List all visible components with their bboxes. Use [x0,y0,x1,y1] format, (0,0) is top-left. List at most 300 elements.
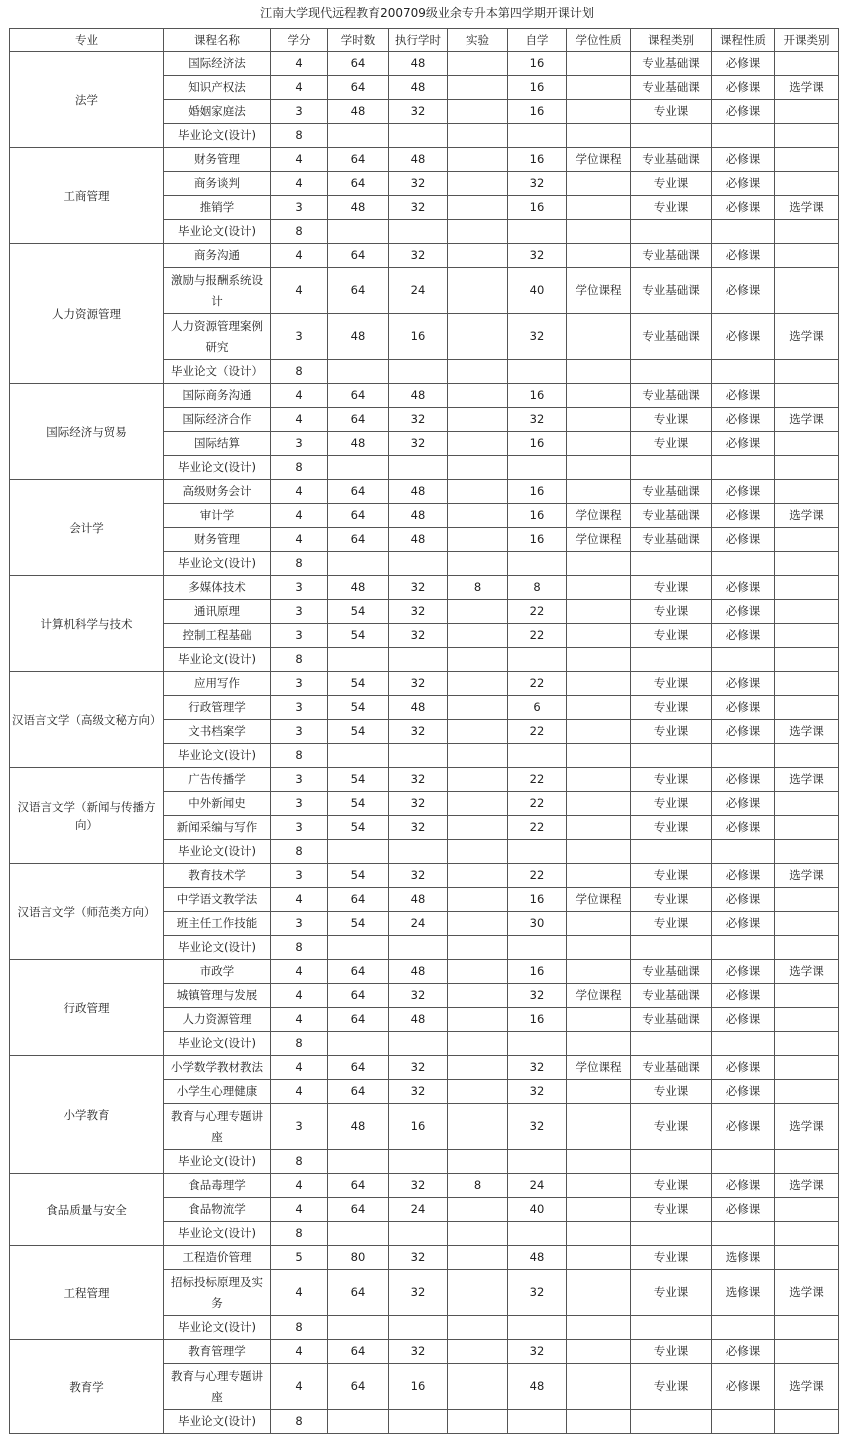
table-cell: 必修课 [712,1198,775,1222]
table-cell: 专业课 [631,576,712,600]
table-cell: 64 [328,528,389,552]
table-cell [508,456,567,480]
course-name-cell: 教育管理学 [164,1340,271,1364]
table-cell: 专业基础课 [631,244,712,268]
course-name-cell: 国际结算 [164,432,271,456]
table-row [10,384,839,408]
table-cell: 22 [508,720,567,744]
table-cell [567,768,631,792]
table-cell: 必修课 [712,672,775,696]
major-cell: 计算机科学与技术 [10,576,164,672]
course-name-cell: 婚姻家庭法 [164,100,271,124]
table-cell: 必修课 [712,1104,775,1150]
table-cell [328,1316,389,1340]
course-name-cell: 多媒体技术 [164,576,271,600]
table-cell: 专业课 [631,172,712,196]
column-header: 课程类别 [631,29,712,52]
table-cell [712,648,775,672]
table-cell: 4 [271,888,328,912]
course-name-cell: 国际经济合作 [164,408,271,432]
table-cell [712,1410,775,1434]
table-cell [567,76,631,100]
table-cell [567,1174,631,1198]
table-cell [775,1080,839,1104]
table-cell: 4 [271,528,328,552]
table-cell: 4 [271,244,328,268]
table-cell [508,936,567,960]
table-cell: 4 [271,1270,328,1316]
table-cell: 8 [271,360,328,384]
table-cell: 必修课 [712,888,775,912]
table-cell: 40 [508,268,567,314]
table-cell: 4 [271,1056,328,1080]
table-cell: 16 [508,504,567,528]
table-cell [567,100,631,124]
table-cell: 64 [328,244,389,268]
table-cell [567,720,631,744]
course-name-cell: 招标投标原理及实务 [164,1270,271,1316]
table-cell: 16 [508,960,567,984]
table-cell [631,1222,712,1246]
table-cell [775,672,839,696]
table-cell [712,360,775,384]
table-cell [775,1246,839,1270]
table-cell: 必修课 [712,268,775,314]
table-cell [448,816,508,840]
table-cell [775,244,839,268]
table-cell: 专业课 [631,1270,712,1316]
column-header: 自学 [508,29,567,52]
table-cell [389,220,448,244]
table-cell: 专业课 [631,1174,712,1198]
table-cell: 专业基础课 [631,1008,712,1032]
table-cell [448,696,508,720]
major-cell: 汉语言文学（新闻与传播方向） [10,768,164,864]
table-cell [567,1080,631,1104]
table-cell [508,1316,567,1340]
table-cell [775,600,839,624]
table-cell: 8 [271,744,328,768]
table-cell [567,480,631,504]
table-cell: 专业基础课 [631,268,712,314]
table-cell [567,1198,631,1222]
table-cell [775,1198,839,1222]
table-cell [775,268,839,314]
table-cell: 32 [389,984,448,1008]
table-cell: 4 [271,384,328,408]
table-cell [775,1316,839,1340]
table-cell [448,672,508,696]
table-cell: 选学课 [775,1364,839,1410]
table-row [10,1246,839,1270]
table-cell: 22 [508,768,567,792]
table-row [10,672,839,696]
table-cell: 22 [508,792,567,816]
table-cell: 专业基础课 [631,528,712,552]
table-cell [775,552,839,576]
table-cell: 必修课 [712,792,775,816]
table-cell [448,1198,508,1222]
course-name-cell: 推销学 [164,196,271,220]
table-cell: 6 [508,696,567,720]
table-cell: 必修课 [712,1008,775,1032]
table-cell: 8 [271,1150,328,1174]
table-cell: 选学课 [775,1174,839,1198]
table-cell: 64 [328,384,389,408]
course-name-cell: 国际商务沟通 [164,384,271,408]
table-cell [712,220,775,244]
major-cell: 工程管理 [10,1246,164,1340]
table-cell: 专业课 [631,1198,712,1222]
table-cell [448,1150,508,1174]
table-cell [448,768,508,792]
table-cell: 54 [328,672,389,696]
table-cell [448,408,508,432]
table-cell [328,1410,389,1434]
table-cell [508,1410,567,1434]
table-cell [567,172,631,196]
table-cell: 必修课 [712,576,775,600]
table-cell: 专业课 [631,864,712,888]
table-row [10,864,839,888]
table-cell [567,124,631,148]
table-cell [567,1340,631,1364]
table-cell [448,720,508,744]
major-cell: 教育学 [10,1340,164,1434]
course-name-cell: 广告传播学 [164,768,271,792]
table-cell: 学位课程 [567,1056,631,1080]
table-cell [631,936,712,960]
table-cell: 8 [271,840,328,864]
table-cell: 必修课 [712,172,775,196]
column-header: 课程名称 [164,29,271,52]
table-cell [631,456,712,480]
table-cell: 64 [328,172,389,196]
table-cell: 64 [328,268,389,314]
column-header: 专业 [10,29,164,52]
table-cell [448,864,508,888]
table-cell: 4 [271,984,328,1008]
table-cell: 32 [389,816,448,840]
table-cell: 必修课 [712,864,775,888]
table-cell: 48 [389,696,448,720]
course-name-cell: 行政管理学 [164,696,271,720]
table-cell: 8 [271,1316,328,1340]
table-cell [567,456,631,480]
table-cell [775,1222,839,1246]
table-cell [448,984,508,1008]
table-cell: 必修课 [712,816,775,840]
table-cell: 64 [328,148,389,172]
course-name-cell: 国际经济法 [164,52,271,76]
table-cell: 48 [328,576,389,600]
table-cell: 必修课 [712,432,775,456]
table-cell: 54 [328,624,389,648]
table-cell: 48 [328,1104,389,1150]
table-cell: 32 [389,864,448,888]
table-cell [508,552,567,576]
table-cell: 4 [271,1008,328,1032]
course-name-cell: 毕业论文(设计) [164,124,271,148]
column-header: 学时数 [328,29,389,52]
course-name-cell: 教育技术学 [164,864,271,888]
table-cell [631,1410,712,1434]
table-cell: 必修课 [712,1080,775,1104]
table-cell: 22 [508,600,567,624]
table-cell: 3 [271,816,328,840]
table-row [10,52,839,76]
course-name-cell: 毕业论文（设计） [164,360,271,384]
table-cell: 选学课 [775,1270,839,1316]
course-name-cell: 新闻采编与写作 [164,816,271,840]
table-cell [567,1316,631,1340]
table-cell: 4 [271,1340,328,1364]
table-cell: 专业基础课 [631,384,712,408]
table-cell [389,124,448,148]
course-name-cell: 教育与心理专题讲座 [164,1104,271,1150]
table-cell: 选学课 [775,960,839,984]
course-schedule-table [9,28,839,1434]
table-cell [775,100,839,124]
table-cell: 4 [271,1364,328,1410]
table-cell [567,960,631,984]
course-name-cell: 控制工程基础 [164,624,271,648]
table-cell [328,936,389,960]
table-cell [567,624,631,648]
table-cell [775,744,839,768]
table-cell [448,1364,508,1410]
table-cell [567,792,631,816]
table-cell: 学位课程 [567,148,631,172]
table-cell: 8 [271,456,328,480]
table-cell: 必修课 [712,696,775,720]
table-cell [712,1222,775,1246]
table-cell [631,1316,712,1340]
table-cell [328,1222,389,1246]
table-cell: 32 [389,1080,448,1104]
course-name-cell: 班主任工作技能 [164,912,271,936]
table-cell: 32 [389,196,448,220]
table-cell: 32 [389,672,448,696]
table-cell: 8 [271,124,328,148]
table-cell [448,1080,508,1104]
table-cell: 必修课 [712,314,775,360]
table-cell: 必修课 [712,768,775,792]
course-name-cell: 中学语文教学法 [164,888,271,912]
table-cell [567,1104,631,1150]
course-name-cell: 通讯原理 [164,600,271,624]
table-cell [712,552,775,576]
table-cell [448,220,508,244]
table-cell [389,648,448,672]
table-cell [389,1032,448,1056]
course-name-cell: 财务管理 [164,148,271,172]
table-cell [567,1008,631,1032]
table-cell [328,360,389,384]
table-cell: 3 [271,792,328,816]
table-cell: 32 [508,314,567,360]
table-cell: 专业基础课 [631,480,712,504]
course-name-cell: 毕业论文(设计) [164,552,271,576]
table-cell [328,220,389,244]
table-cell: 必修课 [712,52,775,76]
column-header: 执行学时 [389,29,448,52]
table-cell: 专业课 [631,720,712,744]
table-cell: 64 [328,1080,389,1104]
table-cell: 专业课 [631,196,712,220]
table-cell [631,552,712,576]
course-name-cell: 食品毒理学 [164,1174,271,1198]
table-cell [448,1032,508,1056]
table-cell [775,696,839,720]
table-cell [567,1150,631,1174]
table-cell [448,172,508,196]
table-cell [448,148,508,172]
table-cell [508,360,567,384]
table-cell: 8 [271,648,328,672]
table-cell: 16 [389,1104,448,1150]
table-cell: 3 [271,672,328,696]
table-cell: 专业课 [631,816,712,840]
table-cell: 8 [271,1410,328,1434]
table-cell: 专业基础课 [631,1056,712,1080]
table-cell: 54 [328,696,389,720]
table-cell: 专业课 [631,100,712,124]
table-cell: 32 [508,1056,567,1080]
course-name-cell: 小学生心理健康 [164,1080,271,1104]
table-cell: 48 [389,1008,448,1032]
table-cell: 必修课 [712,1056,775,1080]
table-cell: 必修课 [712,528,775,552]
table-cell [448,936,508,960]
table-cell [567,576,631,600]
table-cell [775,984,839,1008]
table-cell [775,1150,839,1174]
table-cell: 4 [271,76,328,100]
table-cell [448,600,508,624]
table-cell [775,124,839,148]
table-cell [448,1410,508,1434]
table-cell [448,1316,508,1340]
table-cell [328,456,389,480]
table-cell: 32 [389,792,448,816]
table-cell: 32 [389,576,448,600]
table-cell: 64 [328,1364,389,1410]
table-cell [567,600,631,624]
table-cell [328,648,389,672]
table-cell [448,432,508,456]
table-cell [448,912,508,936]
table-cell: 32 [508,1104,567,1150]
major-cell: 人力资源管理 [10,244,164,384]
course-name-cell: 小学数学教材教法 [164,1056,271,1080]
table-cell: 8 [271,1222,328,1246]
table-cell: 22 [508,816,567,840]
table-cell: 8 [271,220,328,244]
table-cell: 选修课 [712,1270,775,1316]
table-cell [328,840,389,864]
table-cell: 选学课 [775,314,839,360]
table-cell: 必修课 [712,148,775,172]
table-cell [389,744,448,768]
table-cell: 54 [328,816,389,840]
table-cell: 专业基础课 [631,76,712,100]
table-cell: 24 [389,912,448,936]
table-cell: 22 [508,672,567,696]
table-cell: 4 [271,268,328,314]
course-name-cell: 毕业论文(设计) [164,648,271,672]
table-cell: 专业课 [631,432,712,456]
course-name-cell: 高级财务会计 [164,480,271,504]
table-cell [567,552,631,576]
table-cell [775,912,839,936]
table-cell [389,360,448,384]
table-row [10,768,839,792]
table-cell: 16 [389,314,448,360]
course-name-cell: 审计学 [164,504,271,528]
table-cell: 3 [271,912,328,936]
table-cell: 必修课 [712,1340,775,1364]
table-cell [448,888,508,912]
table-cell: 必修课 [712,960,775,984]
table-cell [631,220,712,244]
table-cell: 专业课 [631,768,712,792]
table-cell [448,744,508,768]
table-cell: 54 [328,600,389,624]
table-cell: 3 [271,768,328,792]
table-cell [448,1222,508,1246]
table-row [10,960,839,984]
table-row [10,480,839,504]
table-cell: 8 [271,936,328,960]
table-cell [328,552,389,576]
table-cell: 8 [271,552,328,576]
table-cell: 必修课 [712,244,775,268]
major-cell: 小学教育 [10,1056,164,1174]
table-body [10,52,839,1434]
table-cell: 16 [508,148,567,172]
table-cell [775,360,839,384]
table-cell [631,744,712,768]
table-cell [775,1056,839,1080]
table-cell: 选学课 [775,720,839,744]
table-cell: 3 [271,864,328,888]
table-cell: 必修课 [712,100,775,124]
table-cell: 16 [508,384,567,408]
table-cell [775,1032,839,1056]
table-cell [389,1222,448,1246]
table-cell [508,1150,567,1174]
table-cell: 24 [389,268,448,314]
table-cell [775,840,839,864]
table-row [10,148,839,172]
table-cell: 必修课 [712,480,775,504]
course-name-cell: 文书档案学 [164,720,271,744]
table-cell: 64 [328,504,389,528]
table-cell [567,432,631,456]
table-cell [508,1222,567,1246]
major-cell: 工商管理 [10,148,164,244]
table-cell: 48 [389,528,448,552]
course-name-cell: 商务沟通 [164,244,271,268]
course-name-cell: 毕业论文(设计) [164,840,271,864]
table-cell: 64 [328,1008,389,1032]
table-cell: 48 [328,100,389,124]
table-cell: 专业课 [631,624,712,648]
course-name-cell: 毕业论文(设计) [164,1150,271,1174]
table-cell [328,124,389,148]
table-cell: 3 [271,600,328,624]
